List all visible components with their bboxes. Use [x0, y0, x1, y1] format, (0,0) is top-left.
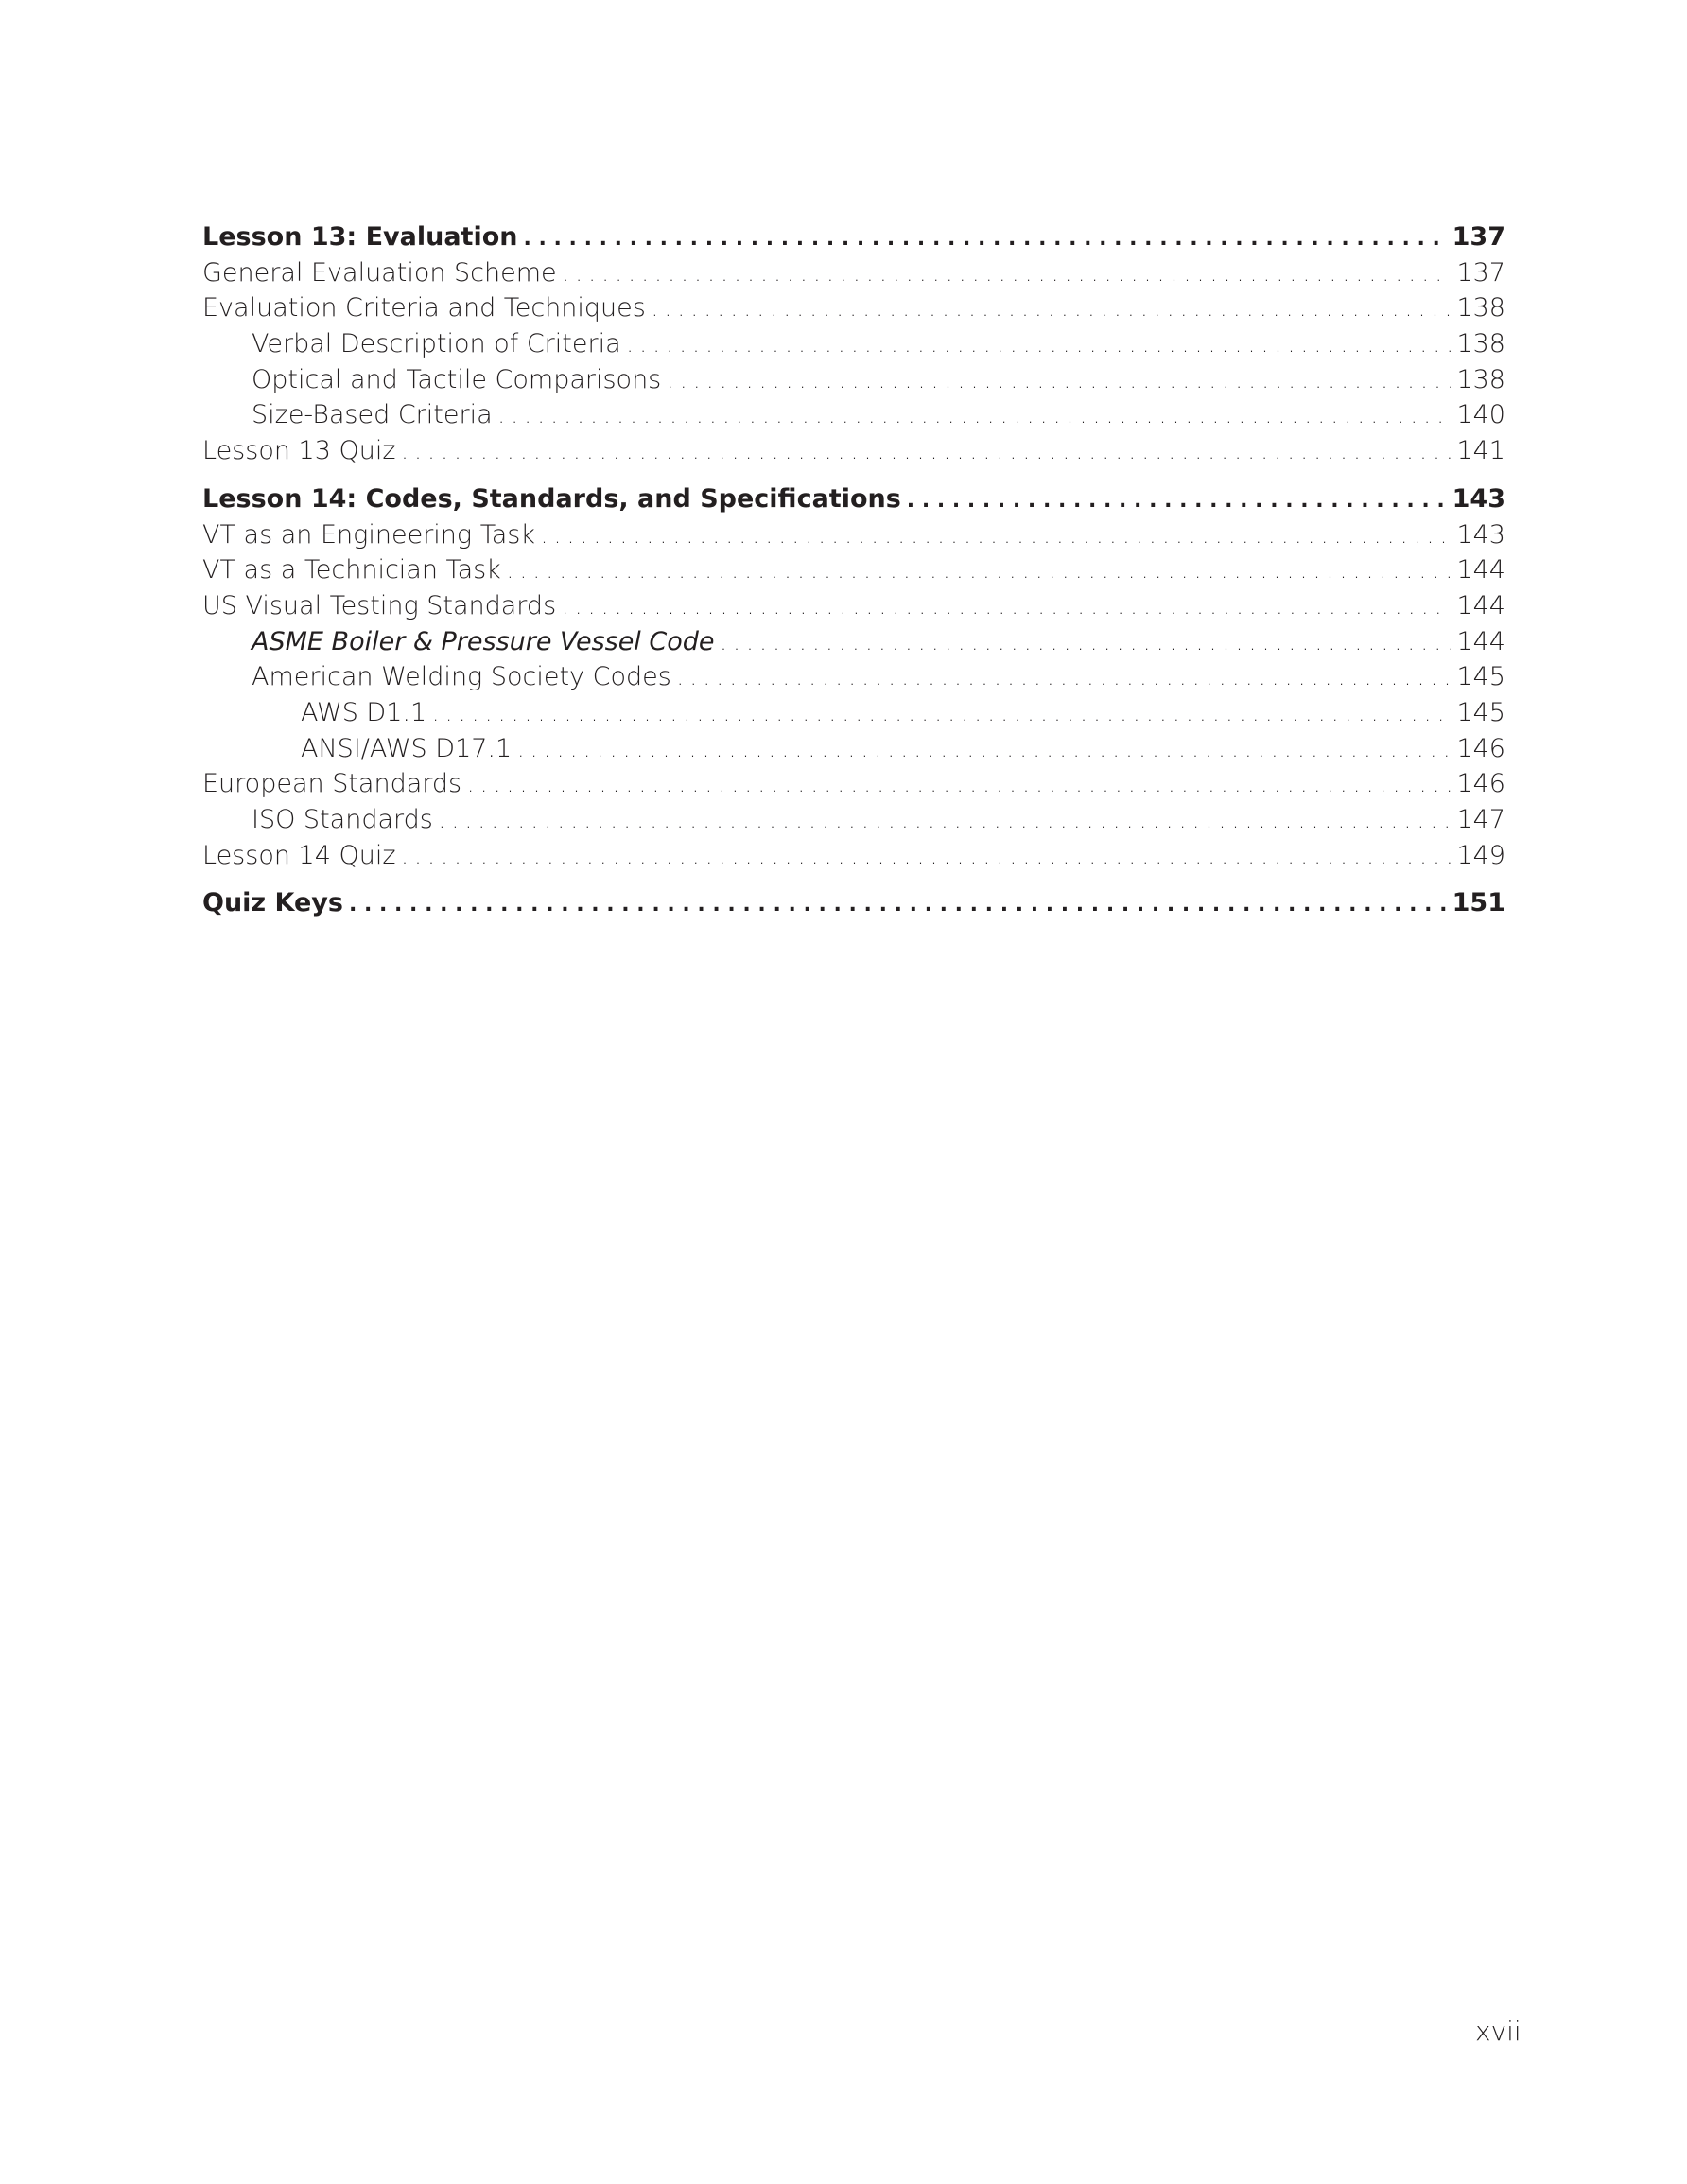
dot-leader: [517, 733, 1451, 769]
toc-entry[interactable]: [202, 766, 1505, 802]
toc-entry-title: Size-Based Criteria: [252, 400, 493, 430]
dot-leader: [563, 257, 1452, 293]
toc-chapter-entry[interactable]: [202, 219, 1505, 255]
toc-entry-page-number: 144: [1456, 626, 1505, 656]
toc-entry-page-number: 138: [1456, 329, 1505, 359]
toc-entry[interactable]: [202, 255, 1505, 291]
toc-entry-title: Lesson 13 Quiz: [202, 436, 396, 466]
toc-entry-title: American Welding Society Codes: [252, 662, 671, 692]
toc-entry[interactable]: [202, 838, 1505, 874]
dot-leader: [498, 399, 1452, 435]
toc-entry-page-number: 141: [1456, 436, 1505, 466]
dot-leader: [627, 328, 1452, 364]
dot-leader: [562, 590, 1451, 626]
toc-entry-title: ASME Boiler & Pressure Vessel Code: [252, 626, 715, 656]
toc-section: [202, 481, 1505, 874]
toc-entry-title: Evaluation Criteria and Techniques: [202, 293, 646, 323]
toc-section: [202, 885, 1505, 921]
table-of-contents: [202, 219, 1505, 921]
toc-entry-title: Verbal Description of Criteria: [252, 329, 621, 359]
toc-entry[interactable]: [202, 731, 1505, 767]
toc-entry-title: VT as a Technician Task: [202, 555, 501, 585]
toc-entry-title: US Visual Testing Standards: [202, 590, 557, 620]
toc-entry-page-number: 145: [1456, 697, 1505, 727]
toc-chapter-entry[interactable]: [202, 481, 1505, 517]
toc-entry-title: Optical and Tactile Comparisons: [252, 364, 662, 394]
dot-leader: [524, 221, 1447, 257]
dot-leader: [402, 435, 1452, 471]
toc-entry-page-number: 138: [1456, 364, 1505, 394]
dot-leader: [432, 697, 1451, 733]
toc-entry[interactable]: [202, 659, 1505, 695]
toc-entry[interactable]: [202, 695, 1505, 731]
toc-entry-page-number: 140: [1456, 400, 1505, 430]
toc-entry-page-number: 144: [1456, 555, 1505, 585]
dot-leader: [402, 840, 1452, 876]
toc-entry[interactable]: [202, 362, 1505, 398]
toc-entry-page-number: 137: [1452, 222, 1505, 252]
toc-entry-title: Quiz Keys: [202, 888, 343, 918]
toc-entry-page-number: 151: [1452, 888, 1505, 918]
toc-entry[interactable]: [202, 802, 1505, 838]
dot-leader: [349, 887, 1447, 923]
dot-leader: [541, 519, 1451, 555]
toc-entry[interactable]: [202, 290, 1505, 326]
toc-entry-page-number: 143: [1456, 519, 1505, 550]
dot-leader: [507, 554, 1452, 590]
page-number-folio: xvii: [1475, 2016, 1522, 2047]
dot-leader: [907, 483, 1447, 519]
toc-entry[interactable]: [202, 517, 1505, 553]
toc-entry[interactable]: [202, 397, 1505, 433]
dot-leader: [667, 364, 1451, 400]
toc-entry-page-number: 146: [1456, 769, 1505, 799]
toc-entry-page-number: 143: [1452, 483, 1505, 514]
toc-entry-page-number: 137: [1456, 257, 1505, 288]
toc-entry[interactable]: [202, 552, 1505, 588]
toc-entry-page-number: 145: [1456, 662, 1505, 692]
dot-leader: [439, 804, 1452, 840]
toc-entry-title: VT as an Engineering Task: [202, 519, 535, 550]
dot-leader: [467, 768, 1451, 804]
toc-entry[interactable]: [202, 433, 1505, 469]
toc-entry-page-number: 147: [1456, 805, 1505, 834]
toc-entry-title: General Evaluation Scheme: [202, 257, 557, 288]
toc-entry[interactable]: [202, 588, 1505, 624]
toc-entry-page-number: 149: [1456, 840, 1505, 870]
toc-entry[interactable]: [202, 624, 1505, 660]
toc-entry[interactable]: [202, 326, 1505, 362]
toc-entry-title: Lesson 13: Evaluation: [202, 222, 518, 252]
dot-leader: [677, 661, 1452, 697]
toc-entry-page-number: 144: [1456, 590, 1505, 620]
toc-section: [202, 219, 1505, 469]
toc-entry-title: ANSI/AWS D17.1: [301, 733, 513, 763]
toc-entry-title: Lesson 14: Codes, Standards, and Specifications: [202, 483, 901, 514]
toc-chapter-entry[interactable]: [202, 885, 1505, 921]
dot-leader: [652, 292, 1452, 328]
toc-entry-page-number: 146: [1456, 733, 1505, 763]
toc-entry-title: ISO Standards: [252, 805, 433, 834]
dot-leader: [721, 626, 1452, 662]
toc-entry-title: AWS D1.1: [301, 697, 427, 727]
toc-entry-title: European Standards: [202, 769, 462, 799]
toc-entry-title: Lesson 14 Quiz: [202, 840, 396, 870]
toc-entry-page-number: 138: [1456, 293, 1505, 323]
